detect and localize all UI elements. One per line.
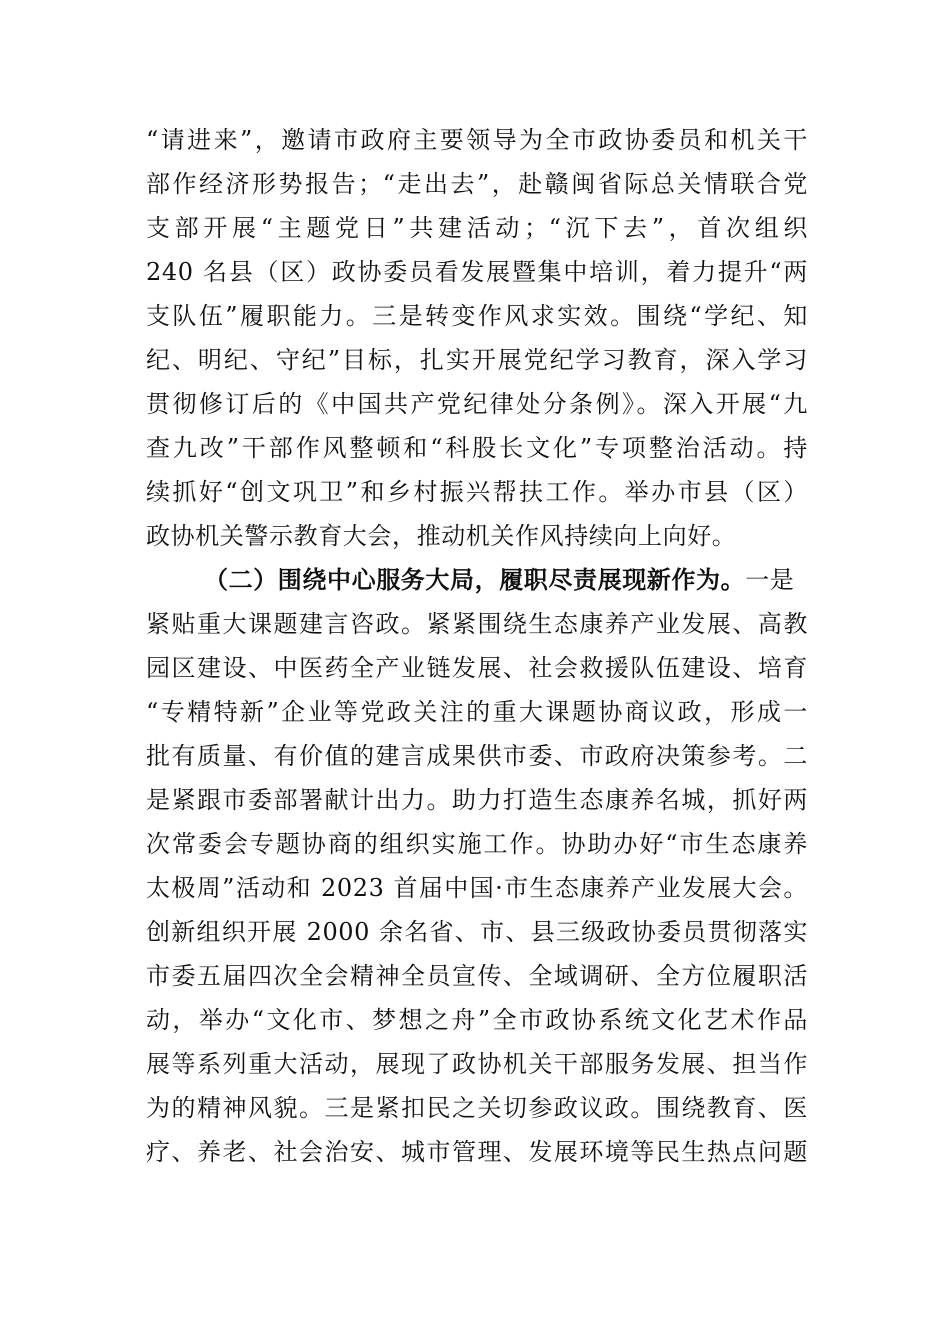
text-line: 查九改”干部作风整顿和“科股长文化”专项整治活动。持	[146, 434, 808, 462]
text-line: 创新组织开展 2000 余名省、市、县三级政协委员贯彻落实	[146, 918, 808, 946]
text-line: “请进来”，邀请市政府主要领导为全市政协委员和机关干	[146, 126, 808, 154]
text-line: 批有质量、有价值的建言成果供市委、市政府决策参考。二	[146, 742, 808, 770]
text-line: 展等系列重大活动，展现了政协机关干部服务发展、担当作	[146, 1050, 808, 1078]
text-line: 支队伍”履职能力。三是转变作风求实效。围绕“学纪、知	[146, 302, 808, 330]
text-line: 太极周”活动和 2023 首届中国·市生态康养产业发展大会。	[146, 874, 808, 902]
text-line: 为的精神风貌。三是紧扣民之关切参政议政。围绕教育、医	[146, 1094, 808, 1122]
text-line: 240 名县（区）政协委员看发展暨集中培训，着力提升“两	[146, 258, 808, 286]
text-line: 园区建设、中医药全产业链发展、社会救援队伍建设、培育	[146, 654, 808, 682]
body-text	[146, 118, 808, 1174]
text-line: 支部开展“主题党日”共建活动；“沉下去”，首次组织	[146, 214, 808, 242]
text-line: 紧贴重大课题建言咨政。紧紧围绕生态康养产业发展、高教	[146, 610, 808, 638]
text-line: 贯彻修订后的《中国共产党纪律处分条例》。深入开展“九	[146, 390, 808, 418]
section-heading-line	[146, 558, 808, 602]
text-line: 次常委会专题协商的组织实施工作。协助办好“市生态康养	[146, 830, 808, 858]
section-heading: （二）围绕中心服务大局，履职尽责展现新作为。	[204, 565, 746, 594]
text-line: 政协机关警示教育大会，推动机关作风持续向上向好。	[146, 522, 737, 550]
text-line: 疗、养老、社会治安、城市管理、发展环境等民生热点问题	[146, 1138, 808, 1166]
text-line: 动，举办“文化市、梦想之舟”全市政协系统文化艺术作品	[146, 1006, 808, 1034]
text-run: 一是	[745, 566, 795, 594]
text-line: 续抓好“创文巩卫”和乡村振兴帮扶工作。举办市县（区）	[146, 478, 808, 506]
text-line: 是紧跟市委部署献计出力。助力打造生态康养名城，抓好两	[146, 786, 808, 814]
text-line: 纪、明纪、守纪”目标，扎实开展党纪学习教育，深入学习	[146, 346, 808, 374]
text-line: 市委五届四次全会精神全员宣传、全域调研、全方位履职活	[146, 962, 808, 990]
text-line: “专精特新”企业等党政关注的重大课题协商议政，形成一	[146, 698, 808, 726]
text-line: 部作经济形势报告；“走出去”，赴赣闽省际总关情联合党	[146, 170, 808, 198]
